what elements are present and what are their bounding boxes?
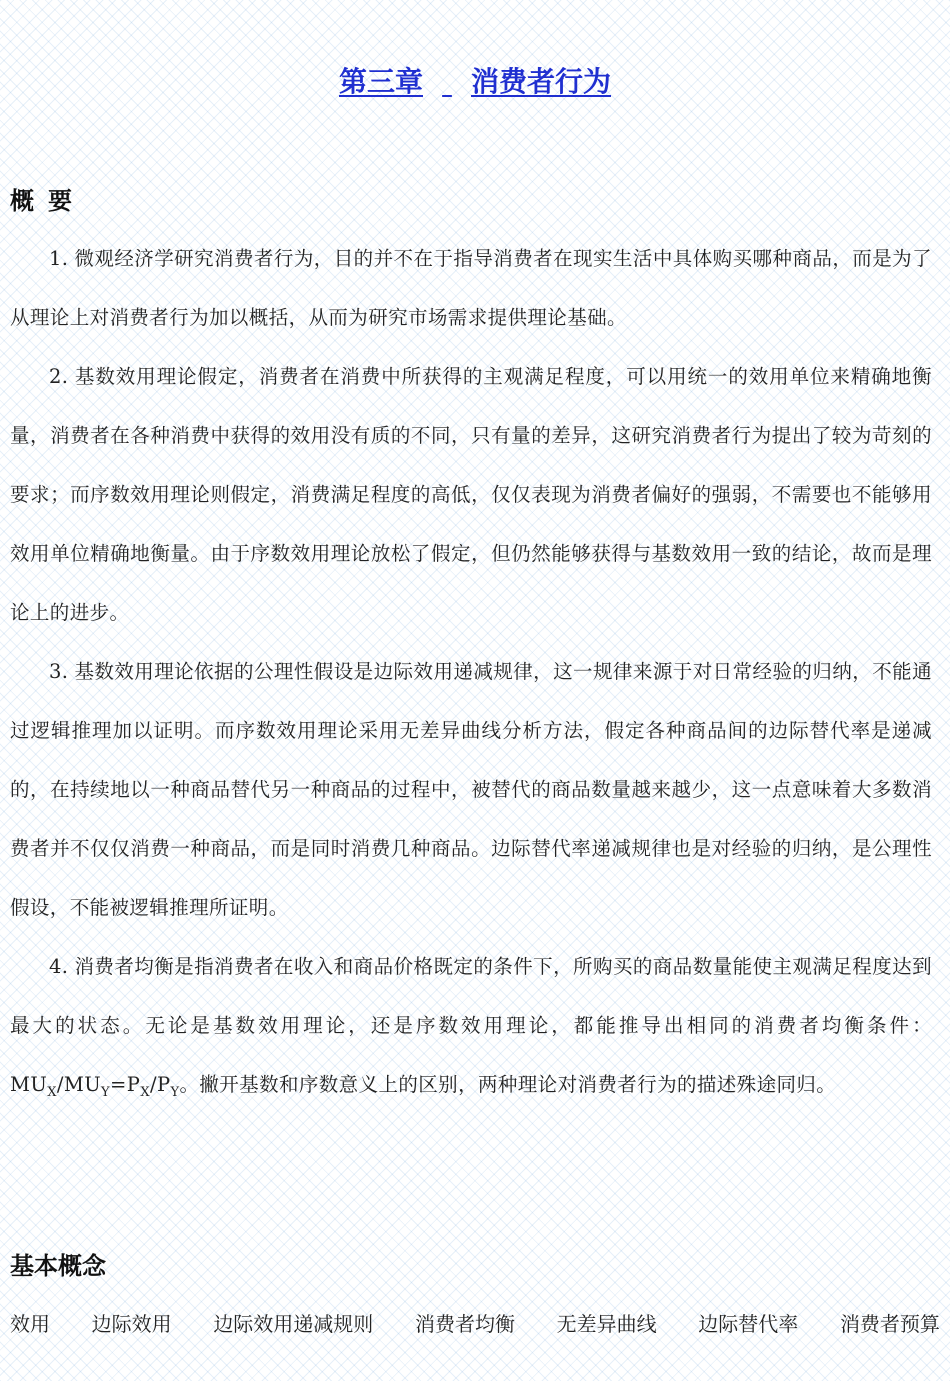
paragraph-number: 4. — [49, 955, 69, 978]
paragraph-text-continued: 。撇开基数和序数意义上的区别，两种理论对消费者行为的描述殊途同归。 — [179, 1073, 837, 1096]
concept-item: 边际效用递减规则 — [213, 1312, 374, 1336]
chapter-name: 消费者行为 — [471, 65, 612, 98]
equilibrium-formula: $MU_X/MU_Y=P_X/P_Y$ — [10, 1073, 180, 1100]
concept-item: 消费者均衡 — [414, 1312, 515, 1336]
concept-item: 边际替代率 — [698, 1312, 799, 1336]
paragraph-text: 基数效用理论假定，消费者在消费中所获得的主观满足程度，可以用统一的效用单位来精确地衡量，消费者在各种消费中获得的效用没有质的不同，只有量的差异，这研究消费者行为提出了较为苛刻的要求；而序数效用理论则假定，消费满足程度的高低，仅仅表现为消费者偏好的强弱，不需要也不能够用效用单位精确地衡量。由于序数效用理论放松了假定，但仍然能够获得与基数效用一致的结论，故而是理论上的进步。 — [10, 365, 932, 624]
concept-list — [10, 1295, 940, 1354]
chapter-number: 第三章 — [338, 65, 423, 98]
concept-item: 效用 — [10, 1312, 50, 1336]
summary-heading: 概要 — [10, 187, 86, 215]
concept-item: 消费者预算 — [839, 1312, 940, 1336]
chapter-title — [0, 62, 950, 102]
concepts-heading: 基本概念 — [10, 1252, 106, 1280]
title-spacer — [423, 62, 471, 102]
paragraph-text: 微观经济学研究消费者行为，目的并不在于指导消费者在现实生活中具体购买哪种商品，而是为了从理论上对消费者行为加以概括，从而为研究市场需求提供理论基础。 — [10, 247, 932, 329]
summary-paragraph-2 — [10, 347, 932, 642]
summary-paragraph-4 — [10, 937, 932, 1114]
paragraph-number: 3. — [49, 660, 69, 683]
paragraph-text: 消费者均衡是指消费者在收入和商品价格既定的条件下，所购买的商品数量能使主观满足程度达到最大的状态。无论是基数效用理论，还是序数效用理论，都能推导出相同的消费者均衡条件： — [10, 955, 932, 1037]
summary-paragraph-1 — [10, 229, 932, 347]
concept-item: 边际效用 — [91, 1312, 172, 1336]
paragraph-text: 基数效用理论依据的公理性假设是边际效用递减规律，这一规律来源于对日常经验的归纳，不能通过逻辑推理加以证明。而序数效用理论采用无差异曲线分析方法，假定各种商品间的边际替代率是递减的，在持续地以一种商品替代另一种商品的过程中，被替代的商品数量越来越少，这一点意味着大多数消费者并不仅仅消费一种商品，而是同时消费几种商品。边际替代率递减规律也是对经验的归纳，是公理性假设，不能被逻辑推理所证明。 — [10, 660, 932, 919]
summary-paragraph-3 — [10, 642, 932, 937]
paragraph-number: 1. — [49, 247, 69, 270]
concept-item: 无差异曲线 — [556, 1312, 657, 1336]
paragraph-number: 2. — [49, 365, 69, 388]
